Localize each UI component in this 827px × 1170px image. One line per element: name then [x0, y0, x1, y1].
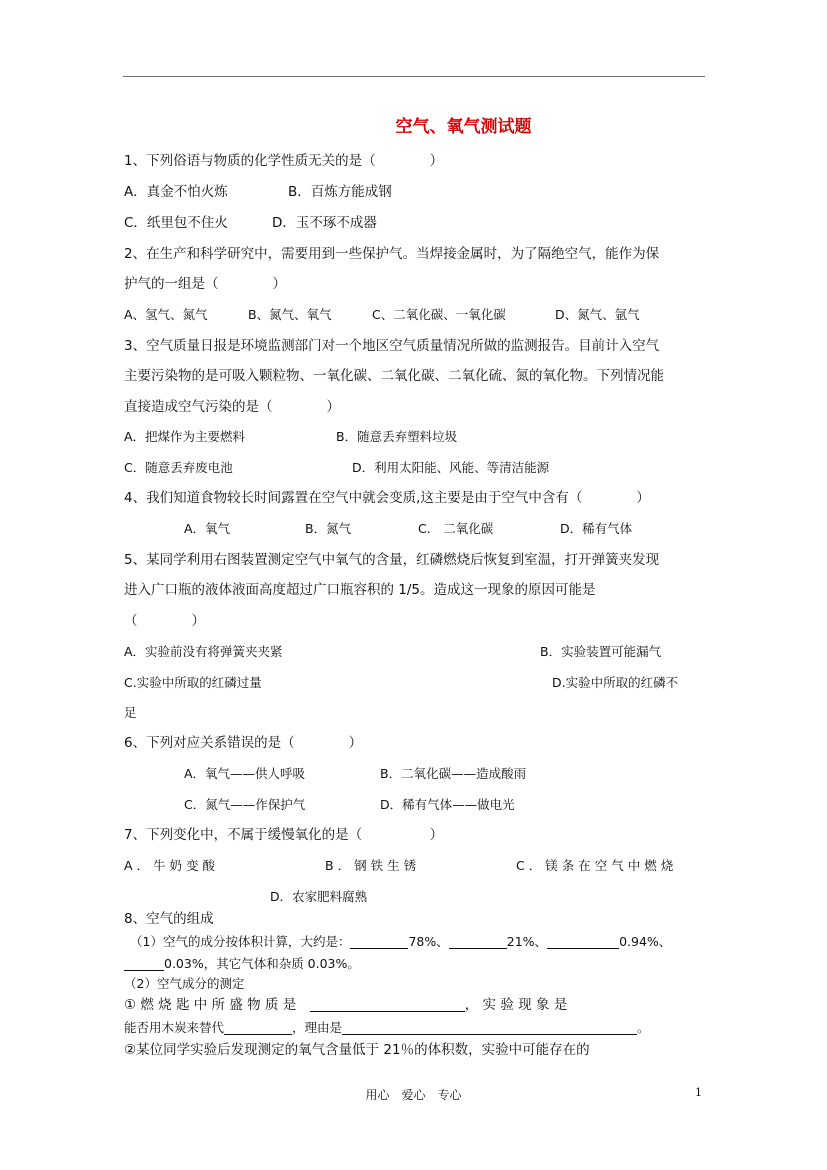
q8-part2-heading: （2）空气成分的测定: [124, 976, 245, 991]
q7-option-a: A．牛奶变酸: [124, 858, 220, 873]
q3-stem-line3: 直接造成空气污染的是（ ）: [124, 399, 340, 415]
q3-option-b: B．随意丢弃塑料垃圾: [336, 429, 458, 444]
q3-option-a: A．把煤作为主要燃料: [124, 429, 246, 444]
q4-stem: 4、我们知道食物较长时间露置在空气中就会变质,这主要是由于空气中含有（ ）: [124, 490, 650, 506]
q8-stem: 8、空气的组成: [124, 911, 214, 927]
page-footer: 用心 爱心 专心: [365, 1088, 462, 1102]
q4-option-c: C. 二氧化碳: [418, 521, 494, 536]
q8-part1-line2-text: 0.03%，其它气体和杂质 0.03%。: [164, 956, 360, 971]
q2-option-b: B、氮气、氧气: [248, 307, 332, 322]
q6-stem: 6、下列对应关系错误的是（ ）: [124, 735, 363, 751]
q5-option-b: B．实验装置可能漏气: [540, 644, 662, 659]
q3-option-d: D．利用太阳能、风能、等清洁能源: [352, 460, 550, 475]
q8-c1b-end: 。: [637, 1020, 650, 1035]
q8-c1b-prefix: 能否用木炭来替代: [124, 1020, 225, 1035]
q5-stem-line2: 进入广口瓶的液体液面高度超过广口瓶容积的 1/5。造成这一现象的原因可能是: [124, 582, 596, 598]
q5-option-d: D.实验中所取的红磷不: [552, 675, 679, 690]
q8-c1-prefix: ① 燃 烧 匙 中 所 盛 物 质 是: [124, 997, 297, 1013]
q4-option-b: B．氮气: [305, 521, 352, 536]
q8-part1-line2: [124, 955, 360, 973]
q1-option-d: D．玉不琢不成器: [272, 215, 377, 231]
q7-option-d: D．农家肥料腐熟: [270, 889, 368, 904]
q4-option-a: A．氧气: [184, 521, 231, 536]
q8-blank-7[interactable]: [342, 1020, 637, 1035]
q6-option-d: D．稀有气体——做电光: [380, 797, 515, 812]
q6-option-b: B．二氧化碳——造成酸雨: [380, 766, 527, 781]
q8-part1-prefix: （1）空气的成分按体积计算，大约是：: [130, 934, 351, 949]
q5-stem-line1: 5、某同学利用右图装置测定空气中氧气的含量，红磷燃烧后恢复到室温，打开弹簧夹发现: [124, 552, 660, 568]
q1-option-a: A．真金不怕火炼: [124, 184, 228, 200]
q1-option-b: B．百炼方能成钢: [288, 184, 392, 200]
q5-option-c: C.实验中所取的红磷过量: [124, 675, 262, 690]
q2-stem-line2: 护气的一组是（ ）: [124, 276, 286, 292]
q4-option-d: D．稀有气体: [560, 521, 633, 536]
q8-part1-line1: [130, 933, 671, 951]
q8-c1-line1: [124, 996, 567, 1014]
q2-option-c: C、二氧化碳、一氧化碳: [372, 307, 506, 322]
q2-option-a: A、氢气、氮气: [124, 307, 208, 322]
q8-blank-3[interactable]: [547, 934, 619, 949]
q8-c1-line2: [124, 1019, 650, 1037]
q2-option-d: D、氮气、氩气: [555, 307, 640, 322]
q8-blank-6[interactable]: [224, 1020, 292, 1035]
header-rule: [123, 76, 705, 77]
q8-c2-line1: ②某位同学实验后发现测定的氧气含量低于 21％的体积数，实验中可能存在的: [124, 1042, 590, 1058]
q7-option-b: B．钢铁生锈: [325, 858, 421, 873]
q3-option-c: C．随意丢弃废电池: [124, 460, 233, 475]
q8-blank-4[interactable]: [124, 956, 164, 971]
q5-option-d-wrap: 足: [124, 705, 137, 720]
q5-stem-line3: （ ）: [124, 613, 205, 629]
q6-option-c: C．氮气——作保护气: [184, 797, 306, 812]
q6-option-a: A．氧气——供人呼吸: [184, 766, 306, 781]
q8-part1-value-1: 78%、: [408, 934, 449, 949]
q2-stem-line1: 2、在生产和科学研究中，需要用到一些保护气。当焊接金属时，为了隔绝空气，能作为保: [124, 246, 660, 262]
page-title: 空气、氧气测试题: [395, 117, 532, 137]
q1-stem: 1、下列俗语与物质的化学性质无关的是（ ）: [124, 153, 444, 169]
q8-blank-2[interactable]: [449, 934, 507, 949]
q7-stem: 7、下列变化中，不属于缓慢氧化的是（ ）: [124, 827, 444, 843]
q8-part1-value-3: 0.94%、: [619, 934, 672, 949]
q3-stem-line1: 3、空气质量日报是环境监测部门对一个地区空气质量情况所做的监测报告。目前计入空气: [124, 338, 660, 354]
q5-option-a: A．实验前没有将弹簧夹夹紧: [124, 644, 283, 659]
q8-part1-value-2: 21%、: [506, 934, 548, 949]
page-number: 1: [695, 1086, 702, 1099]
q8-blank-5[interactable]: [310, 997, 465, 1012]
q7-option-c: C．镁条在空气中燃烧: [516, 858, 678, 873]
q8-blank-1[interactable]: [350, 934, 408, 949]
q8-c1b-middle: ，理由是: [292, 1020, 343, 1035]
q1-option-c: C．纸里包不住火: [124, 215, 228, 231]
q3-stem-line2: 主要污染物的是可吸入颗粒物、一氧化碳、二氧化碳、二氧化硫、氮的氧化物。下列情况能: [124, 368, 664, 384]
q8-c1-suffix: ， 实 验 现 象 是: [464, 997, 568, 1013]
